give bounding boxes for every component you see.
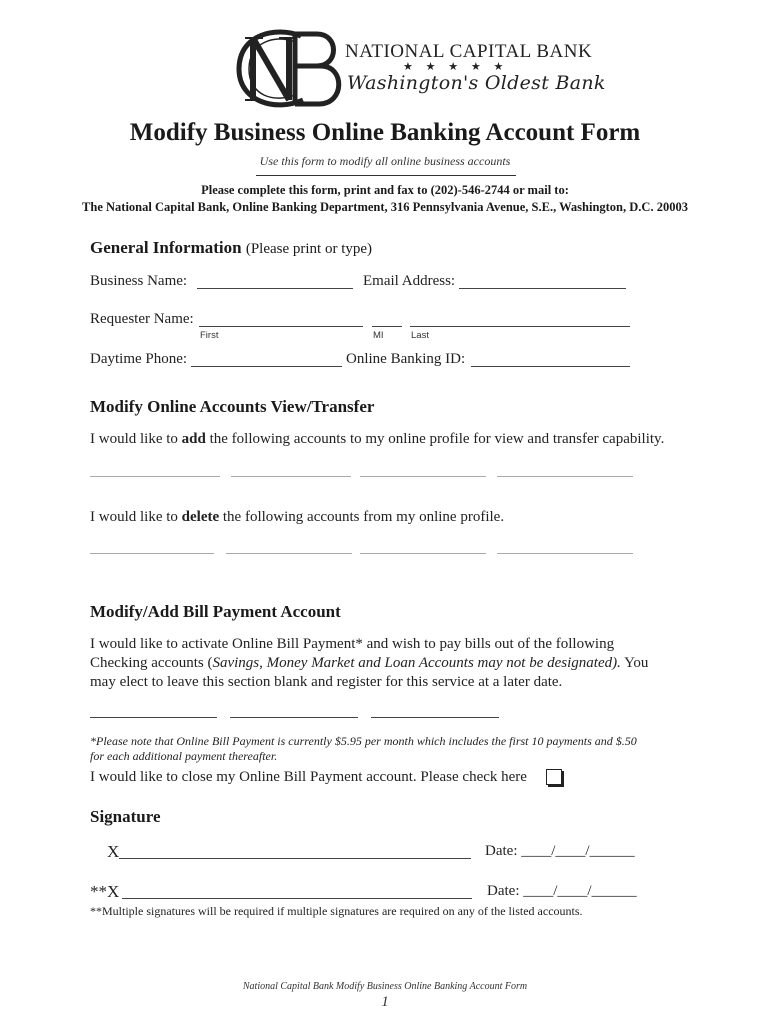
bill-payment-line-3: may elect to leave this section blank and register for this service at a later date. bbox=[90, 674, 563, 690]
signature-field-2[interactable] bbox=[122, 898, 472, 899]
line2-post: You bbox=[620, 655, 649, 671]
title-divider bbox=[256, 175, 516, 176]
date-field-1[interactable]: Date: ____/____/______ bbox=[485, 843, 635, 859]
signature-footnote: **Multiple signatures will be required if multiple signatures are required on any of the listed accounts. bbox=[90, 904, 583, 918]
line2-italic: Savings, Money Market and Loan Accounts may not be designated). bbox=[212, 655, 621, 671]
delete-account-field-4[interactable] bbox=[497, 553, 633, 554]
delete-pre-text: I would like to bbox=[90, 509, 178, 525]
delete-word: delete bbox=[181, 509, 220, 525]
add-post-text: the following accounts to my online profile for view and transfer capability. bbox=[209, 431, 665, 447]
signature-x-2: **X bbox=[90, 882, 120, 901]
fee-note-line-1: *Please note that Online Bill Payment is currently $5.95 per month which includes the first 10 payments and $.50 bbox=[90, 734, 637, 748]
daytime-phone-field[interactable] bbox=[191, 366, 342, 367]
business-name-label: Business Name: bbox=[90, 273, 188, 289]
requester-name-label: Requester Name: bbox=[90, 311, 194, 327]
form-subtitle: Use this form to modify all online business accounts bbox=[259, 154, 511, 168]
form-title: Modify Business Online Banking Account Form bbox=[129, 119, 641, 146]
bill-payment-line-1: I would like to activate Online Bill Payment* and wish to pay bills out of the following bbox=[90, 636, 615, 652]
instructions-line-2: The National Capital Bank, Online Banking Department, 316 Pennsylvania Avenue, S.E., Washington, D.C. 20003 bbox=[82, 200, 688, 214]
view-transfer-heading: Modify Online Accounts View/Transfer bbox=[90, 397, 375, 416]
close-bill-payment-text: I would like to close my Online Bill Payment account. Please check here bbox=[90, 769, 527, 785]
bill-account-field-1[interactable] bbox=[90, 717, 217, 718]
bank-stars: ★ ★ ★ ★ ★ bbox=[403, 61, 509, 73]
delete-accounts-text bbox=[90, 509, 504, 526]
add-account-field-1[interactable] bbox=[90, 476, 220, 477]
general-heading-note: (Please print or type) bbox=[245, 241, 373, 257]
last-caption: Last bbox=[411, 330, 429, 341]
bill-payment-line-2 bbox=[90, 655, 648, 672]
add-account-field-3[interactable] bbox=[360, 476, 486, 477]
banking-id-field[interactable] bbox=[471, 366, 630, 367]
bill-account-field-2[interactable] bbox=[230, 717, 358, 718]
line2-pre: Checking accounts ( bbox=[90, 655, 213, 671]
email-field[interactable] bbox=[459, 288, 626, 289]
fee-note-line-2: for each additional payment thereafter. bbox=[90, 749, 278, 763]
requester-first-field[interactable] bbox=[199, 326, 363, 327]
requester-last-field[interactable] bbox=[410, 326, 630, 327]
add-account-field-2[interactable] bbox=[231, 476, 351, 477]
delete-account-field-3[interactable] bbox=[360, 553, 486, 554]
requester-mi-field[interactable] bbox=[372, 326, 402, 327]
bill-payment-heading: Modify/Add Bill Payment Account bbox=[90, 602, 341, 621]
add-word: add bbox=[181, 431, 206, 447]
bill-account-field-3[interactable] bbox=[371, 717, 499, 718]
page-footer: National Capital Bank Modify Business Online Banking Account Form bbox=[242, 981, 528, 992]
signature-x-1: X bbox=[107, 842, 120, 861]
first-caption: First bbox=[200, 330, 219, 341]
add-account-field-4[interactable] bbox=[497, 476, 633, 477]
close-bill-payment-checkbox[interactable] bbox=[546, 769, 562, 785]
banking-id-label: Online Banking ID: bbox=[346, 351, 466, 367]
add-accounts-text bbox=[90, 431, 664, 448]
signature-heading: Signature bbox=[90, 807, 161, 826]
general-heading-text: General Information bbox=[90, 238, 242, 257]
general-information-heading bbox=[90, 238, 372, 258]
bank-tagline: Washington's Oldest Bank bbox=[347, 72, 606, 94]
mi-caption: MI bbox=[373, 330, 384, 341]
business-name-field[interactable] bbox=[197, 288, 353, 289]
email-label: Email Address: bbox=[363, 273, 456, 289]
delete-account-field-2[interactable] bbox=[226, 553, 352, 554]
signature-field-1[interactable] bbox=[119, 858, 471, 859]
date-field-2[interactable]: Date: ____/____/______ bbox=[487, 883, 637, 899]
bank-name: NATIONAL CAPITAL BANK bbox=[345, 41, 593, 62]
delete-account-field-1[interactable] bbox=[90, 553, 214, 554]
instructions-line-1: Please complete this form, print and fax to (202)-546-2744 or mail to: bbox=[201, 183, 569, 197]
add-pre-text: I would like to bbox=[90, 431, 178, 447]
page-number: 1 bbox=[381, 994, 389, 1010]
daytime-phone-label: Daytime Phone: bbox=[90, 351, 188, 367]
delete-post-text: the following accounts from my online profile. bbox=[222, 509, 505, 525]
